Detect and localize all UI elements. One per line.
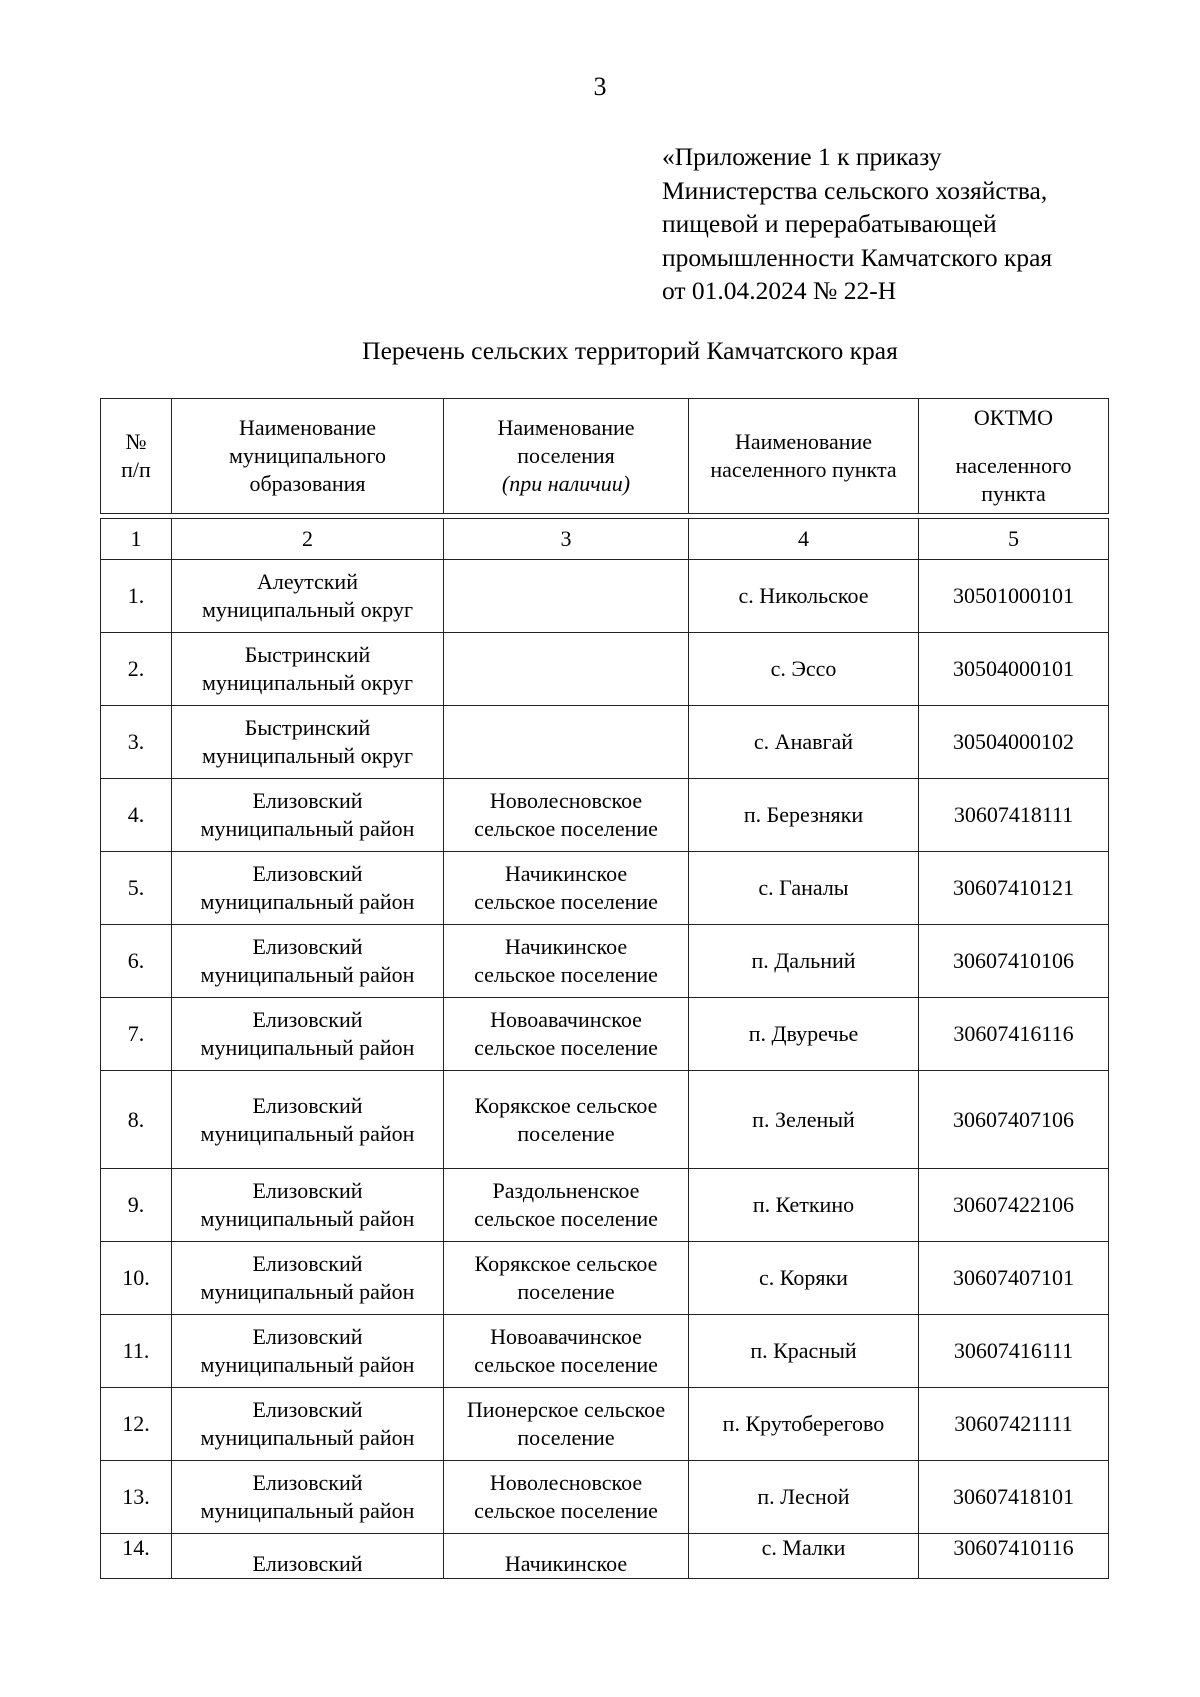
oktmo-code: 30607410121 [953, 875, 1074, 900]
cell-num [101, 925, 172, 998]
cell-num [101, 1388, 172, 1461]
settlement-name: Пионерское сельское [466, 1397, 666, 1422]
cell-place [689, 560, 919, 633]
document-title: Перечень сельских территорий Камчатского края [362, 336, 898, 365]
cell-place [689, 1071, 919, 1169]
cell-place [689, 1242, 919, 1315]
municipality-type: муниципальный район [200, 962, 415, 987]
oktmo-code: 30504000101 [953, 656, 1074, 681]
appendix-line: Министерства сельского хозяйства, [662, 175, 1048, 205]
municipality-name: Алеутский [257, 569, 358, 594]
cell-place [689, 779, 919, 852]
cell-settlement [444, 706, 689, 779]
cell-oktmo [919, 1461, 1109, 1534]
cell-oktmo [919, 633, 1109, 706]
table-row [101, 706, 1109, 779]
cell-municipality [172, 1534, 444, 1579]
settlement-name: Новоавачинское [490, 1007, 642, 1032]
place-name: п. Лесной [757, 1484, 850, 1509]
cell-num [101, 998, 172, 1071]
table-row [101, 1315, 1109, 1388]
cell-settlement [444, 779, 689, 852]
cell-num [101, 1071, 172, 1169]
settlement-name: Раздольненское [492, 1178, 640, 1203]
cell-municipality [172, 1169, 444, 1242]
cell-oktmo [919, 560, 1109, 633]
cell-num [101, 852, 172, 925]
column-number: 3 [444, 519, 689, 560]
municipality-name: Елизовский [252, 934, 363, 959]
place-name: с. Коряки [759, 1265, 848, 1290]
cell-settlement [444, 633, 689, 706]
cell-settlement [444, 998, 689, 1071]
cell-municipality [172, 1071, 444, 1169]
table-row [101, 633, 1109, 706]
header-text: населенного [955, 453, 1072, 478]
row-number: 3. [127, 729, 145, 754]
row-number: 2. [127, 656, 145, 681]
header-oktmo [919, 399, 1109, 514]
row-number: 12. [122, 1411, 150, 1436]
municipality-name: Елизовский [252, 861, 363, 886]
header-note: (при наличии) [501, 471, 631, 496]
header-text: ОКТМО [973, 405, 1054, 430]
oktmo-code: 30501000101 [953, 583, 1074, 608]
row-number: 9. [127, 1192, 145, 1217]
cell-place [689, 1461, 919, 1534]
cell-oktmo [919, 1315, 1109, 1388]
place-name: п. Зеленый [752, 1106, 855, 1132]
place-name: с. Никольское [738, 583, 869, 608]
oktmo-code: 30607416116 [953, 1021, 1074, 1046]
cell-municipality [172, 925, 444, 998]
municipality-name: Елизовский [252, 1007, 363, 1032]
cell-num [101, 1461, 172, 1534]
cell-settlement [444, 1071, 689, 1169]
header-text: населенного пункта [710, 457, 897, 482]
place-name: с. Эссо [770, 656, 837, 681]
settlement-name: Начикинское [504, 934, 628, 959]
municipality-type: муниципальный район [200, 1425, 415, 1450]
oktmo-code: 30607407106 [953, 1106, 1074, 1132]
row-number: 5. [127, 875, 145, 900]
cell-place [689, 998, 919, 1071]
row-number: 13. [122, 1484, 150, 1509]
cell-place [689, 1169, 919, 1242]
column-number-row [101, 519, 1109, 560]
oktmo-code: 30607418101 [953, 1484, 1074, 1509]
cell-settlement [444, 1169, 689, 1242]
row-number: 14. [122, 1535, 150, 1560]
header-text: № [125, 429, 147, 454]
settlement-type: сельское поселение [474, 889, 658, 914]
municipality-type: муниципальный район [200, 889, 415, 914]
cell-oktmo [919, 852, 1109, 925]
appendix-line: пищевой и перерабатывающей [662, 209, 997, 238]
header-text: п/п [121, 457, 151, 482]
header-municipality [172, 399, 444, 514]
cell-place [689, 925, 919, 998]
municipality-name: Елизовский [252, 1470, 363, 1495]
row-number: 11. [122, 1338, 150, 1363]
cell-oktmo [919, 779, 1109, 852]
table-body [101, 519, 1109, 1579]
cell-oktmo [919, 706, 1109, 779]
table-row [101, 925, 1109, 998]
cell-oktmo [919, 1169, 1109, 1242]
table-header [100, 398, 1109, 514]
settlement-type: поселение [517, 1279, 615, 1304]
oktmo-code: 30607422106 [953, 1192, 1074, 1217]
cell-municipality [172, 706, 444, 779]
oktmo-code: 30607418111 [953, 802, 1074, 827]
table-row [101, 1534, 1109, 1579]
header-text: Наименование [734, 429, 873, 454]
municipality-type: муниципальный округ [201, 670, 413, 695]
cell-num [101, 1169, 172, 1242]
municipality-type: муниципальный округ [201, 743, 413, 768]
table-row [101, 998, 1109, 1071]
cell-settlement [444, 1461, 689, 1534]
cell-municipality [172, 852, 444, 925]
cell-municipality [172, 1388, 444, 1461]
settlement-type: сельское поселение [474, 1206, 658, 1231]
header-text: поселения [517, 443, 615, 468]
municipality-name: Елизовский [252, 1324, 363, 1349]
cell-oktmo [919, 1071, 1109, 1169]
place-name: п. Крутоберегово [722, 1411, 885, 1436]
row-number: 7. [127, 1021, 145, 1046]
header-num [101, 399, 172, 514]
cell-num [101, 1534, 172, 1579]
settlement-type: сельское поселение [474, 962, 658, 987]
cell-num [101, 560, 172, 633]
cell-settlement [444, 1534, 689, 1579]
cell-settlement [444, 1315, 689, 1388]
municipality-name: Елизовский [252, 1551, 363, 1576]
oktmo-code: 30607410116 [953, 1535, 1074, 1560]
territories-table [100, 518, 1109, 1579]
municipality-type: муниципальный район [200, 1498, 415, 1523]
municipality-type: муниципальный район [200, 1206, 415, 1231]
cell-oktmo [919, 1534, 1109, 1579]
municipality-name: Елизовский [252, 1397, 363, 1422]
municipality-type: муниципальный район [200, 1035, 415, 1060]
table-row [101, 1461, 1109, 1534]
settlement-type: поселение [517, 1425, 615, 1450]
cell-municipality [172, 779, 444, 852]
table-row [101, 1071, 1109, 1169]
settlement-name: Новоавачинское [490, 1324, 642, 1349]
municipality-name: Елизовский [252, 1178, 363, 1203]
column-number: 1 [101, 519, 172, 560]
place-name: п. Красный [750, 1338, 857, 1363]
cell-place [689, 1534, 919, 1579]
cell-settlement [444, 1242, 689, 1315]
settlement-name: Корякское сельское [474, 1092, 658, 1118]
municipality-name: Быстринский [244, 715, 371, 740]
oktmo-code: 30607410106 [953, 948, 1074, 973]
settlement-type: поселение [517, 1120, 615, 1146]
cell-oktmo [919, 1388, 1109, 1461]
row-number: 6. [127, 948, 145, 973]
header-text: образования [249, 471, 366, 496]
oktmo-code: 30607407101 [953, 1265, 1074, 1290]
oktmo-code: 30607416111 [953, 1338, 1074, 1363]
appendix-line: от 01.04.2024 № 22-Н [662, 276, 897, 305]
settlement-name: Начикинское [504, 861, 628, 886]
appendix-line: «Приложение 1 к приказу [662, 142, 942, 171]
row-number: 8. [127, 1106, 145, 1132]
settlement-type: сельское поселение [474, 1352, 658, 1377]
cell-num [101, 706, 172, 779]
settlement-name: Новолесновское [489, 788, 643, 813]
column-number: 5 [919, 519, 1109, 560]
cell-oktmo [919, 998, 1109, 1071]
cell-municipality [172, 1315, 444, 1388]
cell-num [101, 1315, 172, 1388]
header-text: Наименование [497, 415, 635, 440]
table-row [101, 560, 1109, 633]
place-name: с. Ганалы [758, 875, 849, 900]
appendix-reference [662, 140, 1132, 308]
cell-place [689, 633, 919, 706]
settlement-name: Начикинское [504, 1551, 628, 1576]
settlement-name: Корякское сельское [474, 1251, 658, 1276]
cell-municipality [172, 1461, 444, 1534]
cell-oktmo [919, 1242, 1109, 1315]
cell-settlement [444, 1388, 689, 1461]
place-name: п. Двуречье [748, 1021, 859, 1046]
municipality-type: муниципальный округ [201, 597, 413, 622]
municipality-name: Быстринский [244, 642, 371, 667]
header-text: муниципального [228, 443, 386, 468]
place-name: с. Анавгай [753, 729, 854, 754]
cell-num [101, 633, 172, 706]
cell-num [101, 779, 172, 852]
header-text: пункта [981, 481, 1046, 506]
municipality-name: Елизовский [252, 788, 363, 813]
header-row [101, 399, 1109, 514]
municipality-name: Елизовский [252, 1092, 363, 1118]
header-place [689, 399, 919, 514]
municipality-type: муниципальный район [200, 1279, 415, 1304]
table-row [101, 779, 1109, 852]
page-number: 3 [593, 72, 607, 101]
cell-place [689, 706, 919, 779]
cell-municipality [172, 1242, 444, 1315]
header-text: Наименование [238, 415, 377, 440]
table-row [101, 1388, 1109, 1461]
cell-place [689, 852, 919, 925]
row-number: 4. [127, 802, 145, 827]
municipality-type: муниципальный район [200, 1120, 415, 1146]
cell-place [689, 1315, 919, 1388]
column-number: 4 [689, 519, 919, 560]
cell-municipality [172, 633, 444, 706]
settlement-name: Новолесновское [489, 1470, 643, 1495]
cell-num [101, 1242, 172, 1315]
settlement-type: сельское поселение [474, 1035, 658, 1060]
settlement-type: сельское поселение [474, 1498, 658, 1523]
cell-municipality [172, 998, 444, 1071]
place-name: с. Малки [761, 1535, 846, 1560]
oktmo-code: 30504000102 [953, 729, 1074, 754]
row-number: 10. [122, 1265, 150, 1290]
cell-municipality [172, 560, 444, 633]
table-row [101, 1169, 1109, 1242]
cell-settlement [444, 925, 689, 998]
municipality-name: Елизовский [252, 1251, 363, 1276]
cell-oktmo [919, 925, 1109, 998]
table-row [101, 852, 1109, 925]
municipality-type: муниципальный район [200, 1352, 415, 1377]
row-number: 1. [127, 583, 145, 608]
place-name: п. Березняки [743, 802, 864, 827]
municipality-type: муниципальный район [200, 816, 415, 841]
settlement-type: сельское поселение [474, 816, 658, 841]
oktmo-code: 30607421111 [954, 1411, 1073, 1436]
column-number: 2 [172, 519, 444, 560]
cell-place [689, 1388, 919, 1461]
place-name: п. Дальний [751, 948, 856, 973]
place-name: п. Кеткино [752, 1192, 855, 1217]
table-row [101, 1242, 1109, 1315]
cell-settlement [444, 852, 689, 925]
appendix-line: промышленности Камчатского края [662, 242, 1053, 272]
header-settlement [444, 399, 689, 514]
cell-settlement [444, 560, 689, 633]
